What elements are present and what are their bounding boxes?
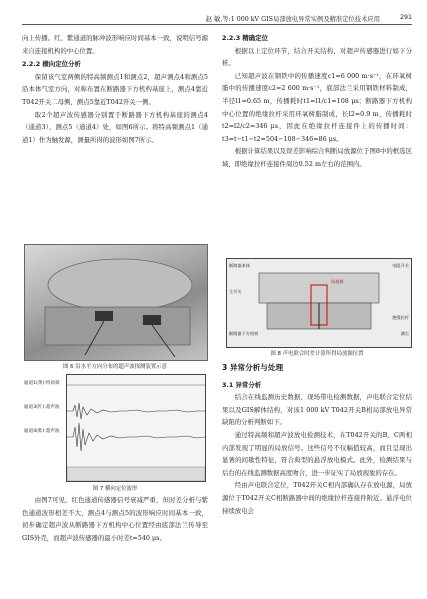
page-number: 291	[399, 14, 412, 21]
paragraph-after-fig7: 由图7可见，红色通道传感器信号衰减严重，但时差分析与紫色通道波形相差不大，测点4与测点5的波形响应时间基本一致，初步确定超声波从断路器下方机构中心位置经由底部法兰传导至GIS外壳，而超声波传感器的最小时差t=540 μs。	[22, 496, 208, 542]
section-heading-223: 2.2.3 精确定位	[222, 34, 268, 42]
fig8-label-main-switch: 主开关	[229, 289, 242, 294]
figure-8-diagram	[226, 258, 412, 348]
paragraph-223b: 已知超声波在钢铁中的传播速度c1=6 000 m·s⁻¹，在环氧树脂中的传播速度c2=2 600 m·s⁻¹，底部法兰采用钢铁材料制成，半径l1=0.65 m，传播耗时t1=l1/c1=108 μs；断路器下方机构中心位置的绝缘拉杆采用环氧树脂制成，长l2=0.9 m，传播耗时t2=l2/c2=346 μs，因此在绝缘拉杆连接件上的传播时间：t3=t−t1−t2=504−108−346=86 μs。	[222, 71, 412, 143]
left-column-bottom	[22, 494, 208, 544]
figure-7-caption: 图 7 横向定位波形	[92, 486, 138, 492]
running-header	[22, 14, 412, 25]
fig8-label-mechanism: 断路器下方机构	[229, 331, 259, 336]
figure-6-caption: 图 6 沿水平方向分布的超声波探测装置示意	[63, 364, 167, 370]
left-column-top	[22, 32, 208, 146]
figure-6-photo	[24, 244, 208, 361]
figure-8-caption: 图 8 声电联合时差计算所得局放源位置	[270, 351, 364, 357]
paragraph-31c: 经由声电联合定位，T042开关C相内部确认存在放电源，局放源位于T042开关C相断路器中间的绝缘拉杆连接件附近。悬浮电位持续放电会	[222, 481, 412, 515]
right-column-top	[222, 32, 412, 171]
fig7-label-ch4: 通道4(紫):超声波	[24, 429, 60, 434]
intro-paragraph: 向上传播。红、紫通道的脉冲波形响应时间基本一致，说明信号源来自连接机构的中心位置。	[22, 34, 208, 55]
right-column-bottom	[222, 356, 412, 517]
section-heading-3: 3 异常分析与处理	[222, 363, 284, 372]
section-heading-31: 3.1 异常分析	[222, 380, 262, 389]
paragraph-223c: 根据计算结果以及误差影响综合判断局放源位于图8中的框选区域，即绝缘拉杆连接件周边0.52 m左右的范围内。	[222, 147, 412, 168]
paragraph-222b: 取2个超声波传感器分别置于断路器下方机构基座的测点4（通道3）、测点5（通道4）处，如图6所示。将特高频测点1（通道1）作为触发源，测量所得的波形如图7所示。	[22, 110, 208, 144]
fig8-label-body: 断路器本体	[229, 263, 250, 268]
paragraph-222a: 保留该气室两侧的特高频测点1和测点2，超声测点4和测点5沿本体气室方向，对称布置在断路器下方机构基座上，测点4靠近T042开关二母侧，测点5靠近T042开关一侧。	[22, 72, 208, 106]
fig8-label-rod: 绝缘拉杆	[392, 315, 409, 320]
fig8-label-point: 测点	[400, 331, 409, 336]
figure-6-drawing	[25, 245, 207, 360]
paragraph-31a: 结合在线监测历史数据、现场带电检测数据，声电联合定位结果以及GIS解体结构，对该1 000 kV T042开关B相局部放电异常缺陷的分析判断如下。	[222, 393, 412, 427]
figure-7-waves	[67, 375, 205, 481]
fig8-label-source: 局放源	[331, 279, 344, 284]
fig8-label-resistor-switch: 电阻开关	[392, 263, 409, 268]
fig7-label-ch1: 通道1(黄):特高频	[24, 381, 60, 386]
header-title: 赵 敏,等:1 000 kV GIS局部放电异常实例及精准定位技术应用	[205, 16, 380, 23]
paragraph-31b: 通过特高频和超声波放电检测技术，在T042开关的B、C两相内部发现了明显的局放信号。这些信号不仅幅值较高，而且呈现出显著的间歇性特征，符合典型的悬浮放电模式。此外，检测结果与后台的在线监测数据高度吻合，进一步证实了局放现象的存在。	[222, 430, 412, 477]
figure-7	[24, 374, 206, 482]
figure-7-plot	[66, 374, 206, 482]
paragraph-223a: 根据以上定位环节，结合开关结构，对超声传感器进行如下分析。	[222, 46, 412, 68]
fig7-label-ch3: 通道3(红):超声波	[24, 405, 60, 410]
section-heading-222: 2.2.2 横向定位分析	[22, 60, 81, 69]
